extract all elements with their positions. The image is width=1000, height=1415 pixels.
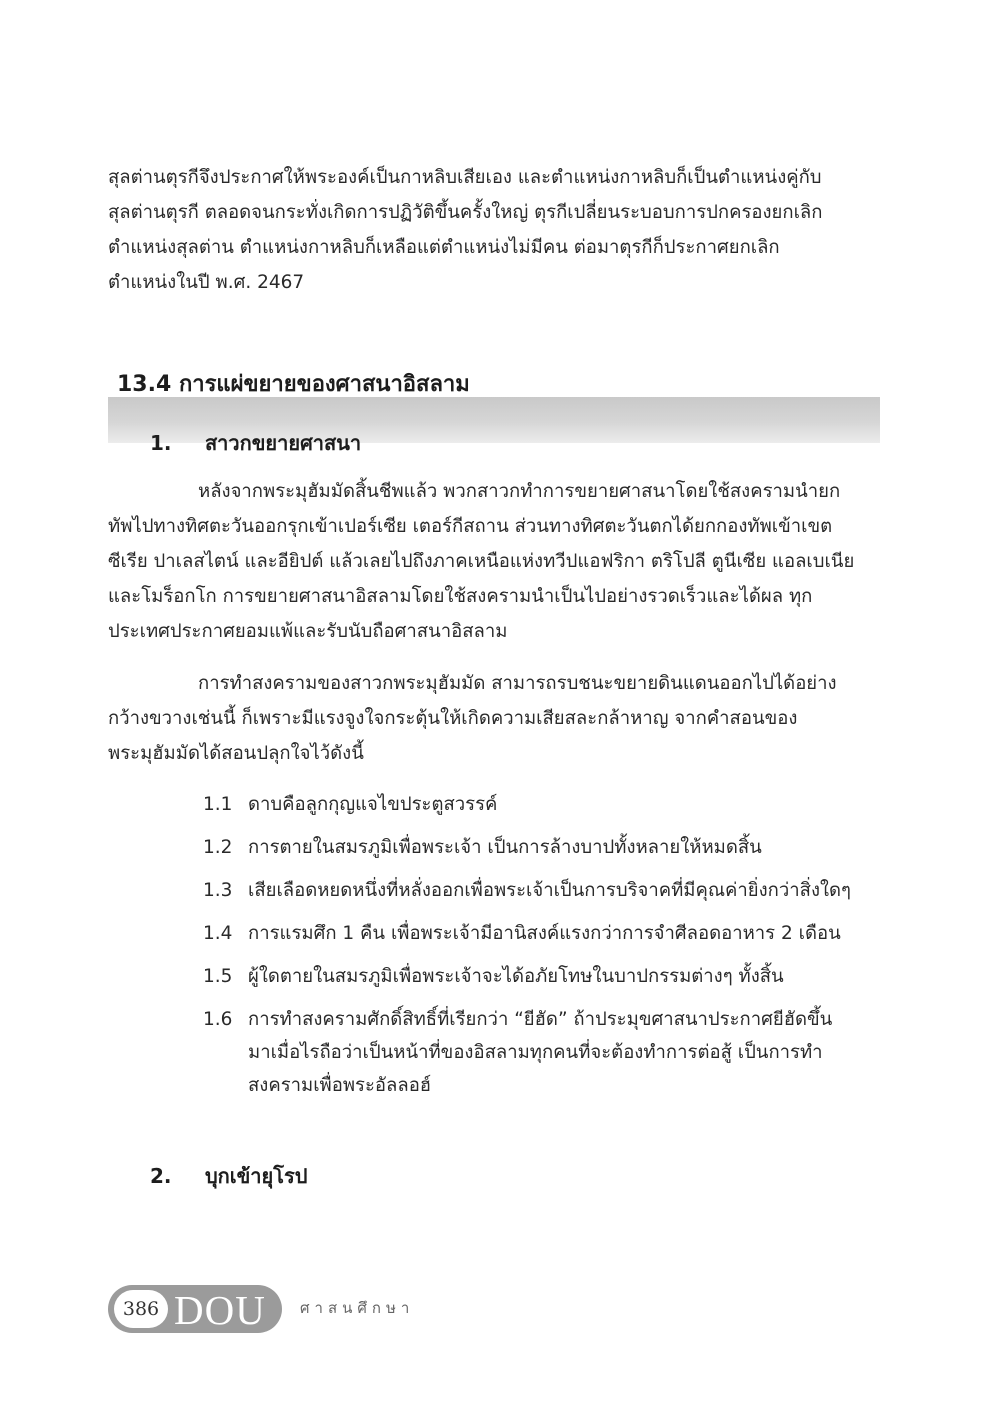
list-number: 1.6	[203, 1009, 233, 1030]
list-number: 1.3	[203, 880, 233, 901]
text-line: สุลต่านตุรกี ตลอดจนกระทั่งเกิดการปฏิวัติขึ้นครั้งใหญ่ ตุรกีเปลี่ยนระบอบการปกครองยกเลิก	[108, 202, 823, 223]
body-paragraph-1	[108, 474, 884, 649]
list-text	[248, 1003, 893, 1102]
list-text-line: มาเมื่อไรถือว่าเป็นหน้าที่ของอิสลามทุกคนที่จะต้องทำการต่อสู้ เป็นการทำ	[248, 1042, 823, 1063]
list-item	[203, 917, 893, 950]
list-number: 1.2	[203, 837, 233, 858]
list-item	[203, 831, 893, 864]
subheading-2	[150, 1160, 307, 1192]
text-line: ตำแหน่งสุลต่าน ตำแหน่งกาหลิบก็เหลือแต่ตำแหน่งไม่มีคน ต่อมาตุรกีก็ประกาศยกเลิก	[108, 237, 780, 258]
subheading-number: 2.	[150, 1164, 172, 1188]
list-text: การตายในสมรภูมิเพื่อพระเจ้า เป็นการล้างบาปทั้งหลายให้หมดสิ้น	[248, 837, 762, 858]
page-number: 386	[114, 1290, 168, 1328]
text-line: การทำสงครามของสาวกพระมุฮัมมัด สามารถรบชนะขยายดินแดนออกไปได้อย่าง	[198, 673, 837, 694]
list-item	[203, 788, 893, 821]
footer-badge	[108, 1285, 282, 1333]
body-paragraph-2	[108, 666, 884, 771]
text-line: และโมร็อกโก การขยายศาสนาอิสลามโดยใช้สงครามนำเป็นไปอย่างรวดเร็วและได้ผล ทุก	[108, 586, 813, 607]
course-name: ศาสนศึกษา	[300, 1299, 415, 1317]
text-line: พระมุฮัมมัดได้สอนปลุกใจไว้ดังนี้	[108, 743, 364, 764]
text-line: สุลต่านตุรกีจึงประกาศให้พระองค์เป็นกาหลิบเสียเอง และตำแหน่งกาหลิบก็เป็นตำแหน่งคู่กับ	[108, 167, 822, 188]
text-line: ทัพไปทางทิศตะวันออกรุกเข้าเปอร์เซีย เตอร์กีสถาน ส่วนทางทิศตะวันตกได้ยกกองทัพเข้าเขต	[108, 516, 833, 537]
dou-logo: DOU	[174, 1287, 266, 1333]
list-number: 1.1	[203, 794, 233, 815]
intro-paragraph	[108, 160, 884, 300]
list-text-line: สงครามเพื่อพระอัลลอฮ์	[248, 1075, 432, 1096]
section-heading: 13.4 การแผ่ขยายของศาสนาอิสลาม	[117, 372, 470, 397]
list-number: 1.4	[203, 923, 233, 944]
subheading-1	[150, 427, 361, 459]
text-line: กว้างขวางเช่นนี้ ก็เพราะมีแรงจูงใจกระตุ้นให้เกิดความเสียสละกล้าหาญ จากคำสอนของ	[108, 708, 798, 729]
text-line: หลังจากพระมุฮัมมัดสิ้นชีพแล้ว พวกสาวกทำการขยายศาสนาโดยใช้สงครามนำยก	[198, 481, 841, 502]
teachings-list	[203, 788, 893, 1112]
text-line: ประเทศประกาศยอมแพ้และรับนับถือศาสนาอิสลาม	[108, 621, 508, 642]
subheading-title: สาวกขยายศาสนา	[204, 431, 362, 455]
text-line: ซีเรีย ปาเลสไตน์ และอียิปต์ แล้วเลยไปถึงภาคเหนือแห่งทวีปแอฟริกา ตริโปลี ตูนีเซีย แอลเบเนีย	[108, 551, 855, 572]
list-text: ดาบคือลูกกุญแจไขประตูสวรรค์	[248, 794, 498, 815]
list-item	[203, 1003, 893, 1102]
list-number: 1.5	[203, 966, 233, 987]
text-line: ตำแหน่งในปี พ.ศ. 2467	[108, 272, 305, 293]
subheading-title: บุกเข้ายุโรป	[204, 1164, 308, 1188]
list-item	[203, 874, 893, 907]
subheading-number: 1.	[150, 431, 172, 455]
list-item	[203, 960, 893, 993]
list-text: ผู้ใดตายในสมรภูมิเพื่อพระเจ้าจะได้อภัยโทษในบาปกรรมต่างๆ ทั้งสิ้น	[248, 966, 784, 987]
list-text: เสียเลือดหยดหนึ่งที่หลั่งออกเพื่อพระเจ้าเป็นการบริจาคที่มีคุณค่ายิ่งกว่าสิ่งใดๆ	[248, 880, 851, 901]
list-text-line: การทำสงครามศักดิ์สิทธิ์ที่เรียกว่า “ยีฮัด” ถ้าประมุขศาสนาประกาศยีฮัดขึ้น	[248, 1009, 833, 1030]
list-text: การแรมศึก 1 คืน เพื่อพระเจ้ามีอานิสงค์แรงกว่าการจำศีลอดอาหาร 2 เดือน	[248, 923, 841, 944]
